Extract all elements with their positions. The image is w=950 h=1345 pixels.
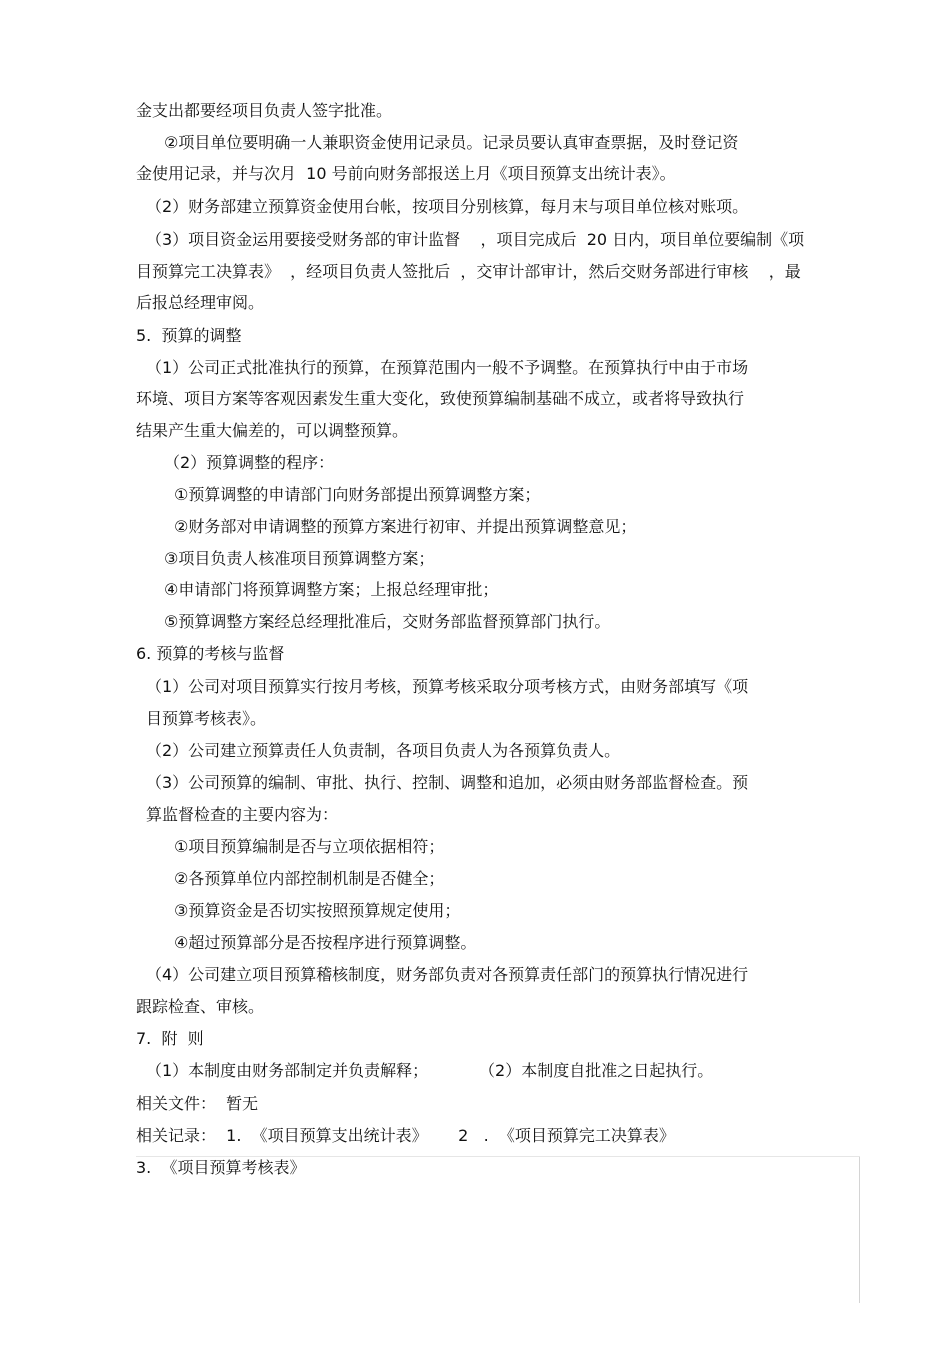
divider-line xyxy=(136,1156,860,1157)
text-line: 结果产生重大偏差的，可以调整预算。 xyxy=(136,421,409,440)
text-line: 环境、项目方案等客观因素发生重大变化，致使预算编制基础不成立，或者将导致执行 xyxy=(136,389,745,408)
list-item: ③预算资金是否切实按照预算规定使用； xyxy=(174,901,461,920)
section-heading: 6. 预算的考核与监督 xyxy=(136,644,285,663)
divider-line xyxy=(859,1157,860,1303)
text-line: 金支出都要经项目负责人签字批准。 xyxy=(136,101,393,120)
list-item: ①预算调整的申请部门向财务部提出预算调整方案； xyxy=(174,485,541,504)
text-line: 目预算考核表》。 xyxy=(146,709,267,728)
text-line: （1）公司正式批准执行的预算，在预算范围内一般不予调整。在预算执行中由于市场 xyxy=(146,358,749,377)
text-line: （1）公司对项目预算实行按月考核，预算考核采取分项考核方式，由财务部填写《项 xyxy=(146,677,749,696)
list-item: ①项目预算编制是否与立项依据相符； xyxy=(174,837,445,856)
related-records: 相关记录： 1. 《项目预算支出统计表》 2 . 《项目预算完工决算表》 xyxy=(136,1126,675,1145)
text-line: 算监督检查的主要内容为： xyxy=(146,805,339,824)
text-line: 跟踪检查、审核。 xyxy=(136,997,265,1016)
related-files: 相关文件： 暂无 xyxy=(136,1094,259,1113)
list-item: ②各预算单位内部控制机制是否健全； xyxy=(174,869,445,888)
list-item: ④超过预算部分是否按程序进行预算调整。 xyxy=(174,933,477,952)
text-line: ②项目单位要明确一人兼职资金使用记录员。记录员要认真审查票据，及时登记资 xyxy=(164,133,739,152)
section-heading: 7. 附 则 xyxy=(136,1029,204,1048)
text-line: （3）公司预算的编制、审批、执行、控制、调整和追加，必须由财务部监督检查。预 xyxy=(146,773,749,792)
related-records: 3. 《项目预算考核表》 xyxy=(136,1158,306,1177)
text-line: 后报总经理审阅。 xyxy=(136,293,265,312)
list-item: ④申请部门将预算调整方案；上报总经理审批； xyxy=(164,580,499,599)
text-line: （4）公司建立项目预算稽核制度，财务部负责对各预算责任部门的预算执行情况进行 xyxy=(146,965,749,984)
section-heading: 5. 预算的调整 xyxy=(136,326,242,345)
list-item: ②财务部对申请调整的预算方案进行初审、并提出预算调整意见； xyxy=(174,517,637,536)
text-line: 金使用记录，并与次月 10 号前向财务部报送上月《项目预算支出统计表》。 xyxy=(136,164,676,183)
text-line: （3）项目资金运用要接受财务部的审计监督 ，项目完成后 20 日内，项目单位要编制《项 xyxy=(146,230,805,249)
text-line: （2）预算调整的程序： xyxy=(164,453,335,472)
text-line: （2）公司建立预算责任人负责制，各项目负责人为各预算负责人。 xyxy=(146,741,621,760)
list-item: ③项目负责人核准项目预算调整方案； xyxy=(164,549,435,568)
text-line: （2）财务部建立预算资金使用台帐，按项目分别核算，每月末与项目单位核对账项。 xyxy=(146,197,749,216)
text-line: （1）本制度由财务部制定并负责解释； （2）本制度自批准之日起执行。 xyxy=(146,1061,714,1080)
list-item: ⑤预算调整方案经总经理批准后，交财务部监督预算部门执行。 xyxy=(164,612,611,631)
text-line: 目预算完工决算表》 ，经项目负责人签批后 ，交审计部审计，然后交财务部进行审核 ，最 xyxy=(136,262,801,281)
